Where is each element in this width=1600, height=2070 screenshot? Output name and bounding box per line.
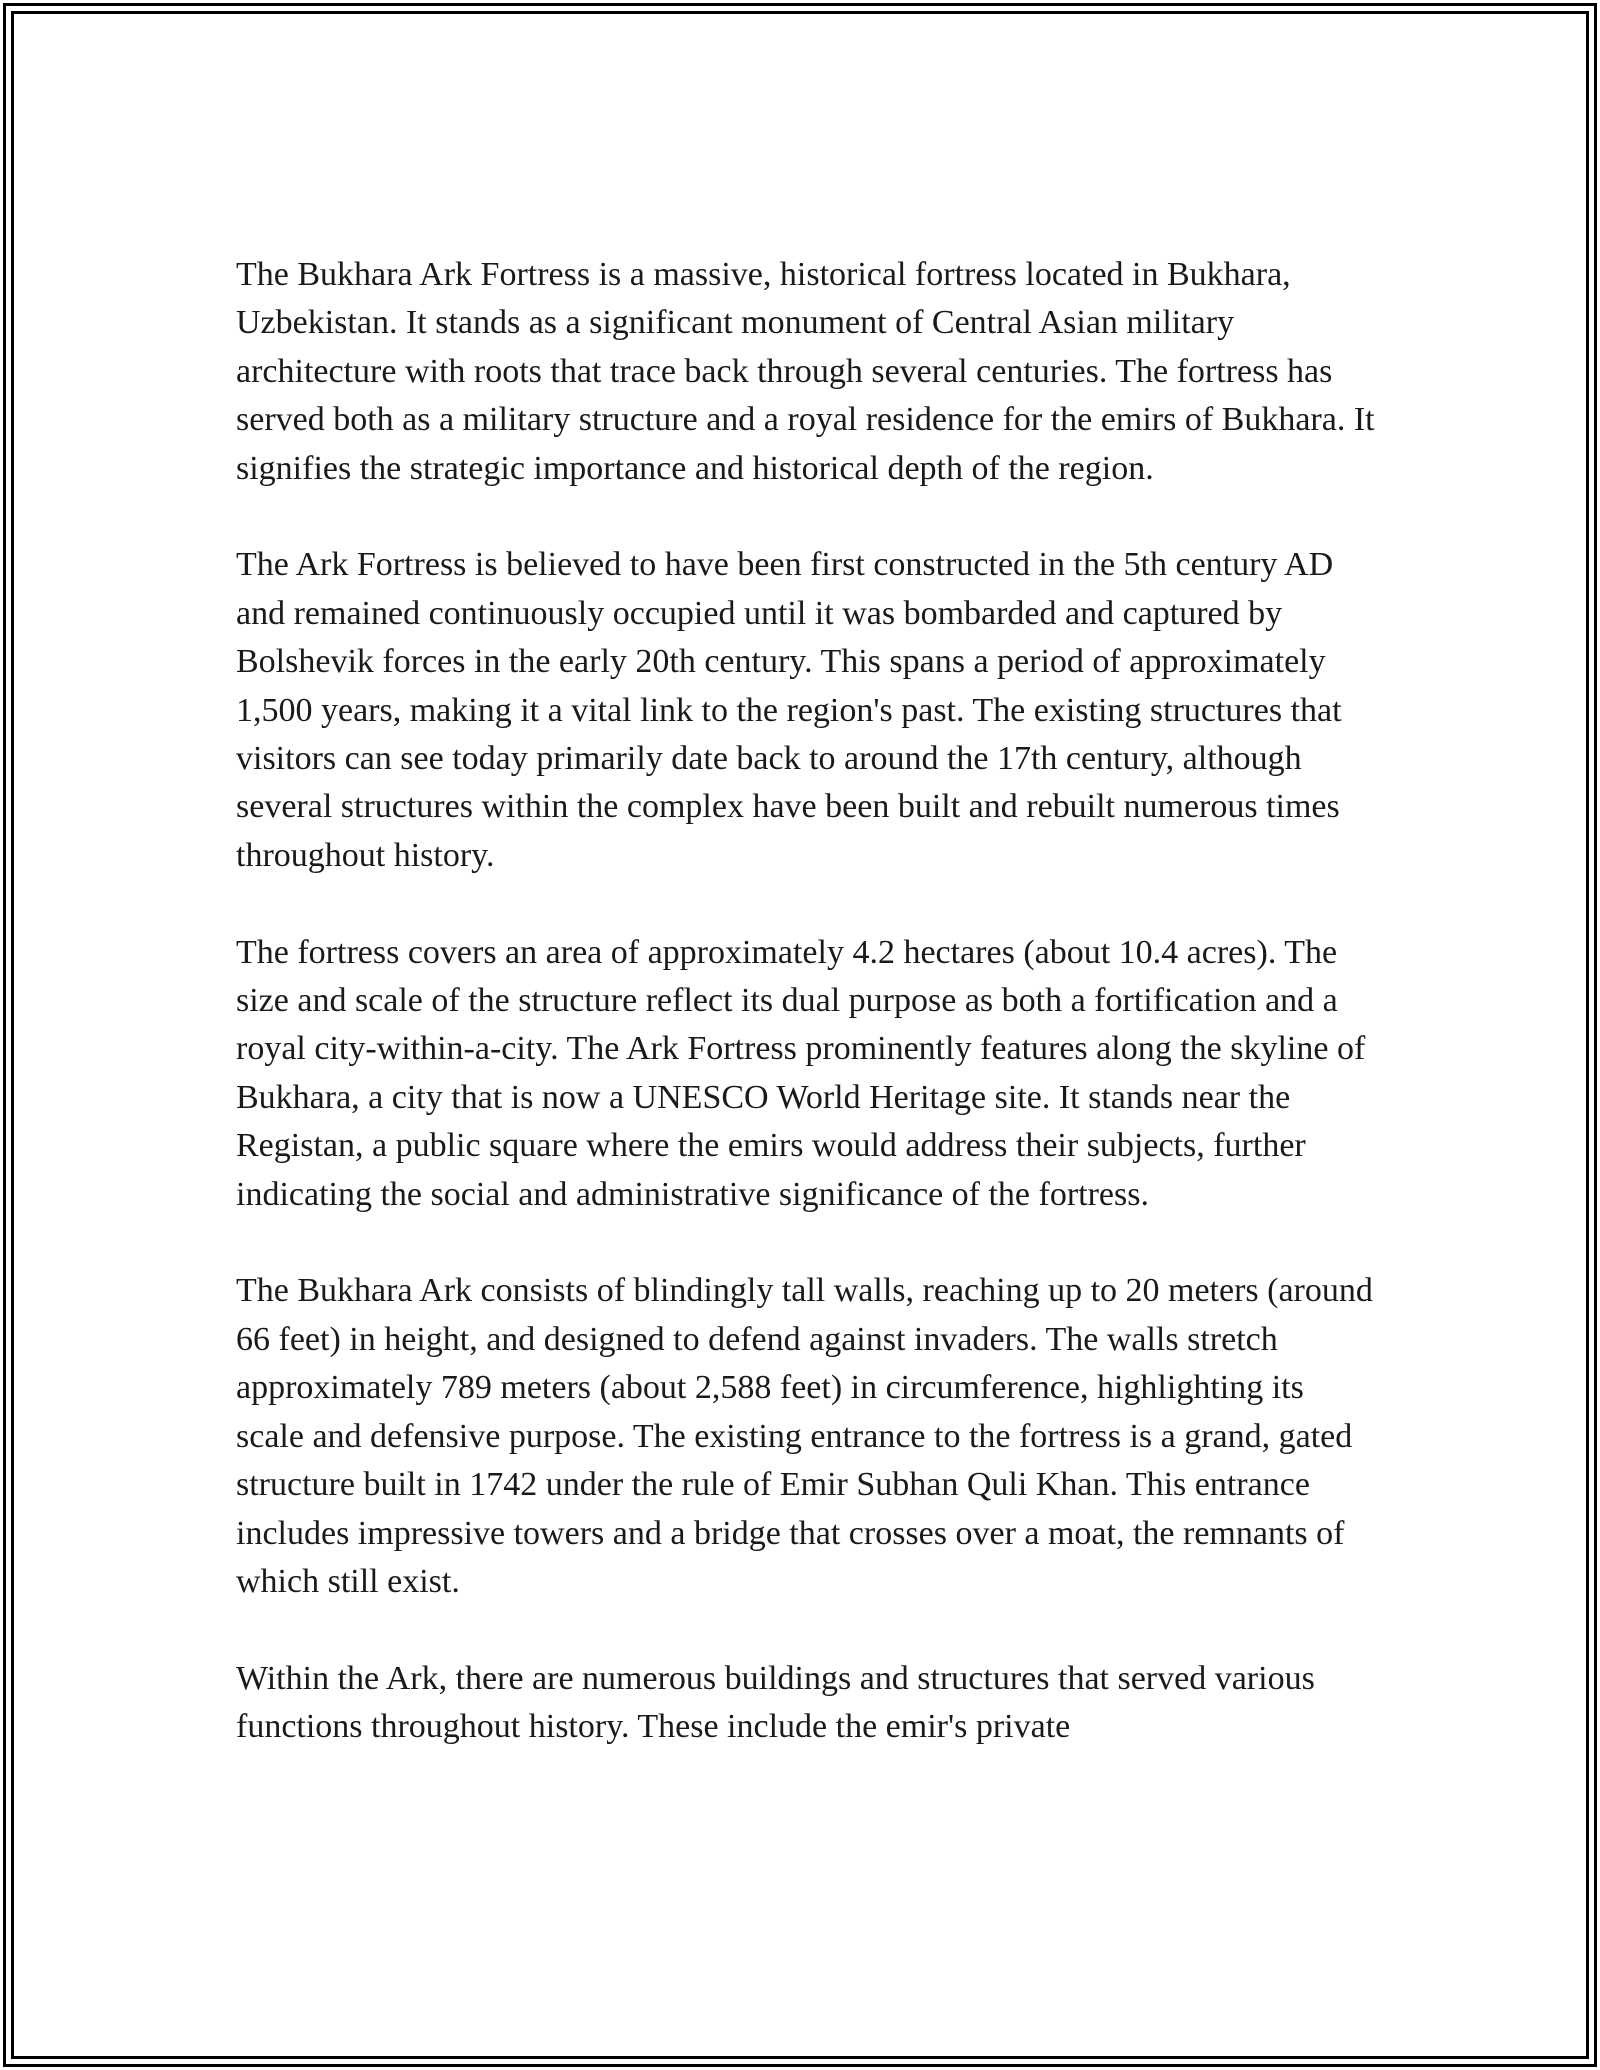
document-body — [236, 251, 1376, 1752]
paragraph-3: The fortress covers an area of approximately 4.2 hectares (about 10.4 acres). The size and scale of the structure reflect its dual purpose as both a fortification and a royal city-within-a-city. The Ark Fortress prominently features along the skyline of Bukhara, a city that is now a UNESCO World Heritage site. It stands near the Registan, a public square where the emirs would address their subjects, further indicating the social and administrative significance of the fortress. — [236, 933, 1366, 1213]
paragraph-4: The Bukhara Ark consists of blindingly tall walls, reaching up to 20 meters (around 66 feet) in height, and designed to defend against invaders. The walls stretch approximately 789 meters (about 2,588 feet) in circumference, highlighting its scale and defensive purpose. The existing entrance to the fortress is a grand, gated structure built in 1742 under the rule of Emir Subhan Quli Khan. This entrance includes impressive towers and a bridge that crosses over a moat, the remnants of which still exist. — [236, 1272, 1373, 1600]
paragraph-1: The Bukhara Ark Fortress is a massive, historical fortress located in Bukhara, Uzbekistan. It stands as a significant monument of Central Asian military architecture with roots that trace back through several centuries. The fortress has served both as a military structure and a royal residence for the emirs of Bukhara. It signifies the strategic importance and historical depth of the region. — [236, 256, 1375, 487]
paragraph-2: The Ark Fortress is believed to have been first constructed in the 5th century AD and remained continuously occupied until it was bombarded and captured by Bolshevik forces in the early 20th century. This spans a period of approximately 1,500 years, making it a vital link to the region's past. The existing structures that visitors can see today primarily date back to around the 17th century, although several structures within the complex have been built and rebuilt numerous times throughout history. — [236, 546, 1342, 874]
paragraph-5: Within the Ark, there are numerous buildings and structures that served various functions throughout history. These include the emir's private — [236, 1659, 1315, 1746]
